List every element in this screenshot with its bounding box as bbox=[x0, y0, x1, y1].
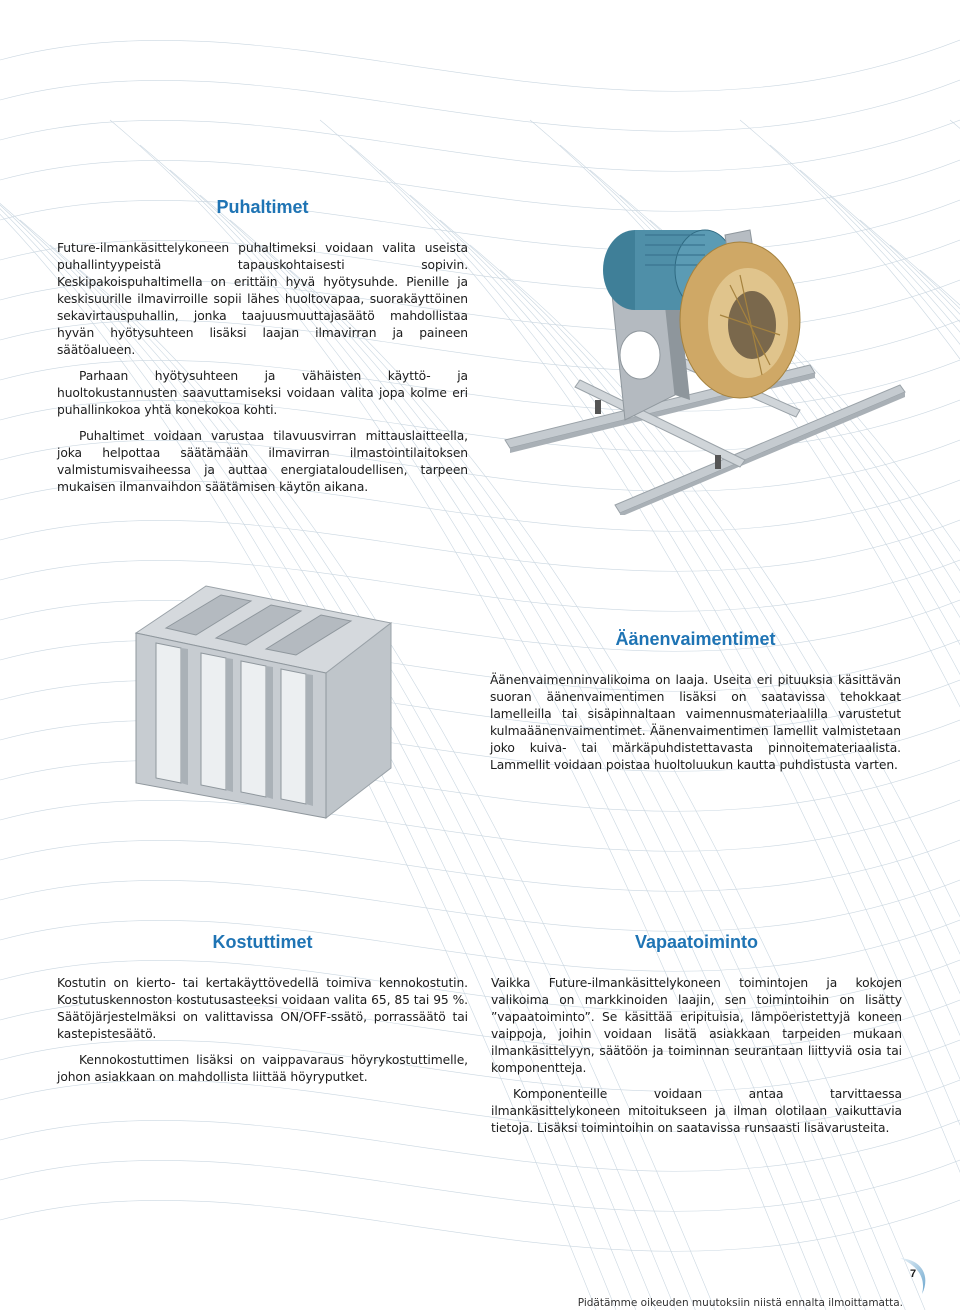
silencers-heading: Äänenvaimentimet bbox=[615, 629, 776, 649]
silencers-paragraph-1: Äänenvaimenninvalikoima on laaja. Useita eri pituuksia käsittävän suoran äänenvaimentimen lisäksi on saatavissa tehokkaat lamelleilla tai sisäpinnaltaan vaimennusmateriaalilla varustetut kulmaäänenvaimentimet. Äänenvaimentimen lamellit valmistetaan joko kuiva- tai märkäpuhdistettavasta pinnoitemateriaalista. Lammellit voidaan poistaa huoltoluukun kautta puhdistusta varten. bbox=[490, 673, 901, 772]
humidifiers-section bbox=[57, 932, 468, 1095]
page-number: 7 bbox=[910, 1268, 917, 1280]
page-number-badge bbox=[896, 1256, 930, 1296]
fans-section bbox=[57, 197, 468, 505]
fans-heading: Puhaltimet bbox=[216, 197, 309, 217]
humidifiers-paragraph-1: Kostutin on kierto- tai kertakäyttövedellä toimiva kennokostutin. Kostutuskennoston kostutusasteeksi voidaan valita 65, 85 tai 95 %. Säätöjärjestelmäksi on valittavissa ON/OFF-ssätö, porrassäätö tai kastepistesäätö. bbox=[57, 976, 468, 1041]
fans-paragraph-3: Puhaltimet voidaan varustaa tilavuusvirran mittauslaitteella, joka helpottaa säätämään ilmavirran ilmastointilaitoksen valmistumisvaiheessa ja auttaa energiataloudellisen, tarpeen mukaisen ilmanvaihdon säätämisen käytön aikana. bbox=[57, 429, 468, 494]
silencer-illustration bbox=[126, 583, 396, 823]
silencers-section bbox=[490, 629, 901, 783]
fan-illustration bbox=[500, 215, 930, 515]
options-heading: Vapaatoiminto bbox=[634, 932, 759, 952]
fans-paragraph-2: Parhaan hyötysuhteen ja vähäisten käyttö- ja huoltokustannusten saavuttamiseksi voidaan valita jopa kolme eri puhallinkokoa yhtä konekokoa kohti. bbox=[57, 369, 468, 417]
options-section bbox=[491, 932, 902, 1146]
humidifiers-paragraph-2: Kennokostuttimen lisäksi on vaippavaraus höyrykostuttimelle, johon asiakkaan on mahdollista liittää höyryputket. bbox=[57, 1053, 468, 1084]
fans-paragraph-1: Future-ilmankäsittelykoneen puhaltimeksi voidaan valita useista puhallintyypeistä tapauskohtaisesti sopivin. Keskipakoispuhaltimella on erittäin hyvä hyötysuhde. Pienille ja keskisuurille ilmavirroille sopii lähes huoltovapaa, suorakäyttöinen sekavirtauspuhallin, jonka taajuusmuuttajasäätö mahdollistaa hyvän hyötysuhteen lisäksi laajan ilmavirran ja paineen säätöalueen. bbox=[57, 241, 468, 357]
footer-disclaimer: Pidätämme oikeuden muutoksiin niistä ennalta ilmoittamatta. bbox=[577, 1297, 903, 1309]
options-paragraph-1: Vaikka Future-ilmankäsittelykoneen toimintojen ja kokojen valikoima on markkinoiden laajin, sen toimintoihin on lisätty ”vapaatoiminto”. Se käsittää eripituisia, lämpöeristettyjä koneen vaippoja, joihin voidaan lisätä asiakkaan tarpeiden mukaan ilmankäsittelyyn, säätöön ja toiminnan seurantaan liittyviä osia tai komponentteja. bbox=[491, 976, 902, 1075]
options-paragraph-2: Komponenteille voidaan antaa tarvittaessa ilmankäsittelykoneen mitoitukseen ja ilman olotilaan vaikuttavia tietoja. Lisäksi toimintoihin on saatavissa runsaasti lisävarusteita. bbox=[491, 1087, 902, 1135]
humidifiers-heading: Kostuttimet bbox=[212, 932, 313, 952]
